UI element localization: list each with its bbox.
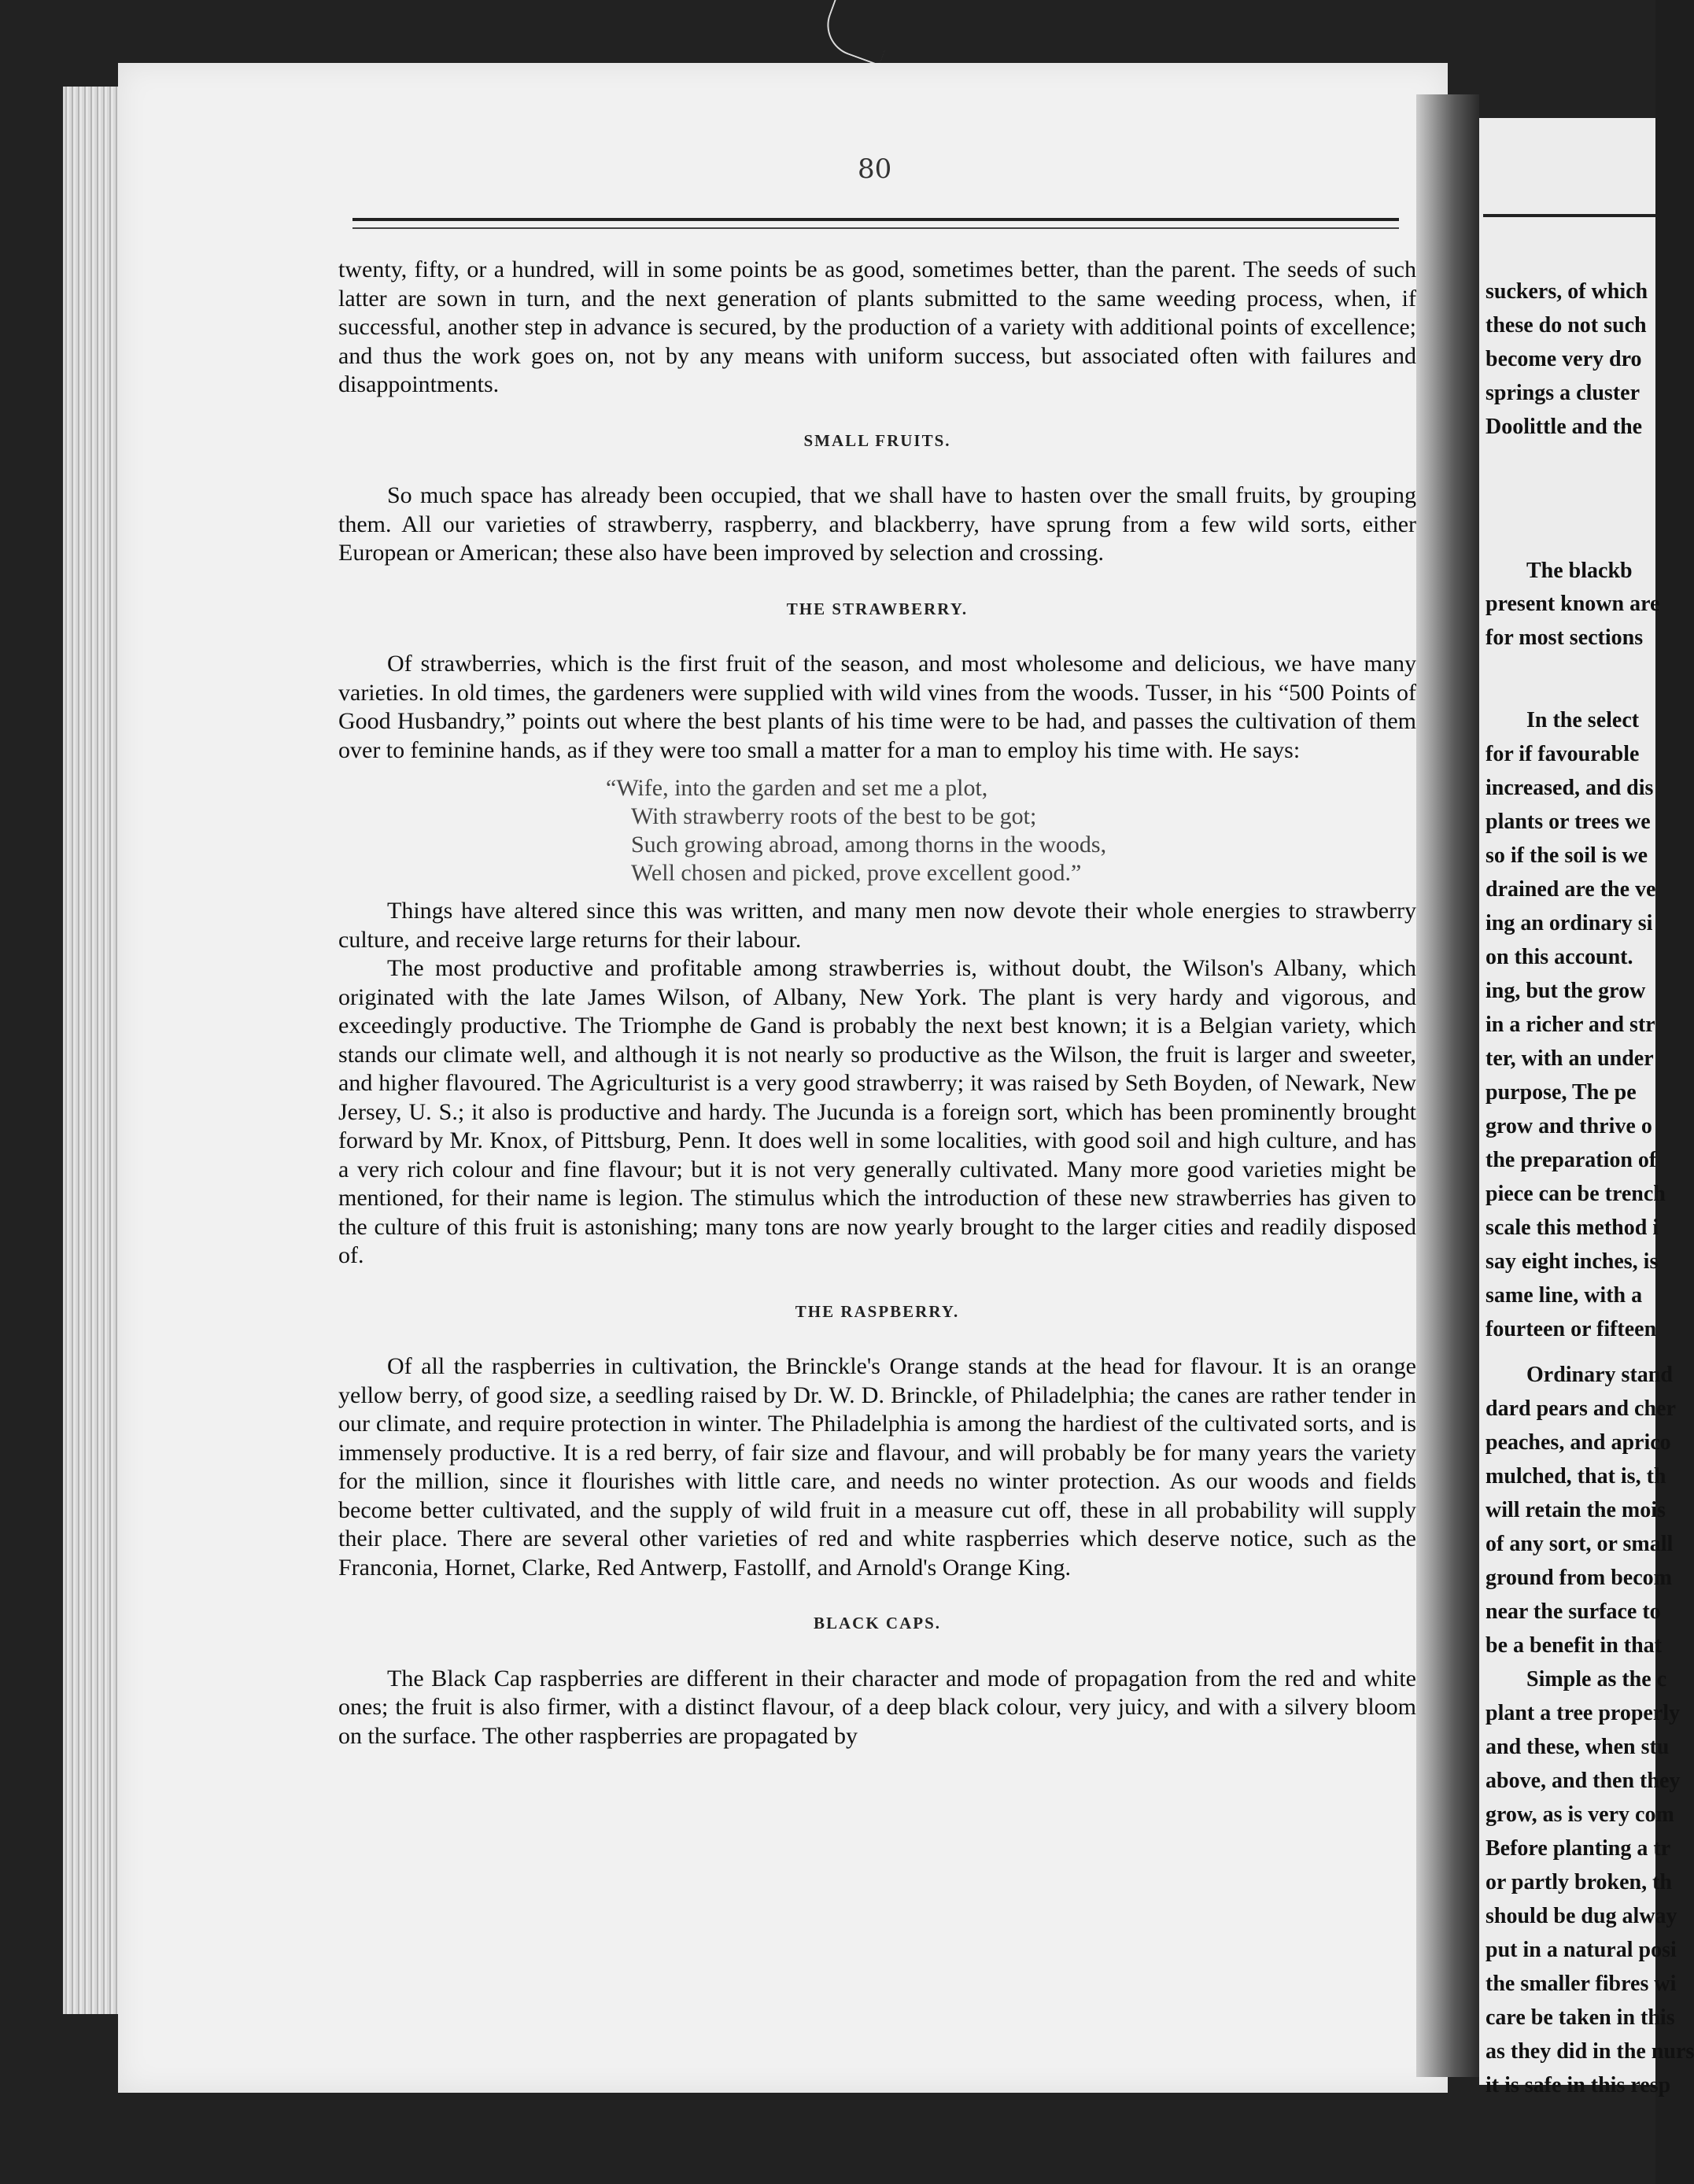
right-page-line: be a benefit in that [1485,1633,1662,1658]
right-page-line: of any sort, or small [1485,1532,1674,1556]
right-page-line: or partly broken, th [1485,1870,1672,1894]
right-page-line: increased, and dis [1485,776,1654,800]
right-page-line: peaches, and aprico [1485,1430,1671,1455]
header-rule [352,218,1399,221]
heading-raspberry: THE RASPBERRY. [795,1301,960,1321]
right-page-line: plant a tree properly [1485,1701,1681,1725]
right-page-line: these do not such [1485,313,1647,338]
right-page-line: suckers, of which [1485,279,1648,304]
paragraph: Of all the raspberries in cultivation, the Brinckle's Orange stands at the head for flavour. It is an orange yellow berry, of good size, a seedling raised by Dr. W. D. Brinckle, of Philadelphia; the canes are rather tender in our climate, and require protection in winter. The Philadelphia is among the hardiest of the cultivated sorts, and is immensely productive. It is a red berry, of fair size and flavour, and will probably be for many years the variety for the million, since it flourishes with little care, and needs no winter protection. As our woods and fields become better cultivated, and the supply of wild fruit in a measure cut off, these in all probability will supply their place. There are several other varieties of red and white raspberries which deserve notice, such as the Franconia, Hornet, Clarke, Red Antwerp, Fastollf, and Arnold's Orange King. [338,1353,1416,1581]
right-page-line: Before planting a tr [1485,1836,1671,1861]
poem-line: “Wife, into the garden and set me a plot, [606,775,988,801]
right-page-line: care be taken in this [1485,2005,1675,2030]
right-page-rule [1483,214,1655,217]
right-page-line: Simple as the c [1526,1667,1667,1691]
right-page-line: so if the soil is we [1485,843,1648,868]
right-page-line: same line, with a [1485,1283,1643,1308]
right-page-line: put in a natural posi [1485,1938,1677,1962]
right-page-line: fourteen or fifteen [1485,1317,1657,1341]
right-page-line: Doolittle and the [1485,415,1643,439]
right-page-line: present known are [1485,592,1660,616]
right-page-line: for most sections [1485,625,1644,650]
right-page-line: and these, when stu [1485,1735,1670,1759]
main-text [338,256,1416,1751]
right-page-line: plants or trees we [1485,810,1651,834]
right-page-line: should be dug alway [1485,1904,1677,1928]
paragraph: So much space has already been occupied, that we shall have to hasten over the small fruits, by grouping them. All our varieties of strawberry, raspberry, and blackberry, have sprung from a few wild sorts, either European or American; these also have been improved by selection and crossing. [338,482,1416,566]
right-page-line: The blackb [1526,559,1633,583]
paragraph: twenty, fifty, or a hundred, will in some points be as good, sometimes better, than the parent. The seeds of such latter are sown in turn, and the next generation of plants submitted to the same weeding process, when, if successful, another step in advance is secured, by the production of a variety with additional points of excellence; and thus the work goes on, not by any means with uniform success, but associated often with failures and disappointments. [338,256,1416,397]
right-page-line: in a richer and str [1485,1013,1655,1037]
right-page-line: it is safe in this resp [1485,2073,1671,2097]
right-page-line: for if favourable [1485,742,1640,766]
right-page-line: the preparation of [1485,1148,1657,1172]
right-page-line: above, and then they [1485,1769,1681,1793]
right-page-line: dard pears and cher [1485,1396,1676,1421]
right-page-line: say eight inches, is [1485,1249,1659,1274]
book-gutter [1416,94,1479,2077]
right-page-line: ter, with an under [1485,1046,1654,1071]
right-page-line: drained are the ve [1485,877,1656,902]
heading-black-caps: BLACK CAPS. [813,1614,942,1632]
paragraph: The Black Cap raspberries are different in their character and mode of propagation from the red and white ones; the fruit is also firmer, with a distinct flavour, of a deep black colour, very juicy, and with a silvery bloom on the surface. The other raspberries are propagated by [338,1665,1416,1749]
right-page-line: grow, as is very com [1485,1802,1674,1827]
paragraph: The most productive and profitable among strawberries is, without doubt, the Wilson's Albany, which originated with the late James Wilson, of Albany, New York. The plant is very hardy and vigorous, and exceedingly productive. The Triomphe de Gand is probably the next best known; it is a Belgian variety, which stands our climate well, and although it is not nearly so productive as the Wilson, the fruit is larger and sweeter, and higher flavoured. The Agriculturist is a very good strawberry; it was raised by Seth Boyden, of Newark, New Jersey, U. S.; it also is productive and hardy. The Jucunda is a foreign sort, which has been prominently brought forward by Mr. Knox, of Pittsburg, Penn. It does well in some localities, with good soil and high culture, and has a very rich colour and fine flavour; but it is not very generally cultivated. Many more good varieties might be mentioned, for their name is legion. The stimulus which the introduction of these new strawberries has given to the culture of this fruit is astonishing; many tons are now yearly brought to the larger cities and readily disposed of. [338,955,1416,1268]
right-page-line: will retain the mois [1485,1498,1666,1522]
poem-line: Such growing abroad, among thorns in the woods, [631,832,1107,858]
right-page-line: become very dro [1485,347,1642,371]
poem-line: With strawberry roots of the best to be got; [631,803,1037,829]
poem-quote [606,774,1416,887]
right-page-line: springs a cluster [1485,381,1640,405]
right-page-line: piece can be trench [1485,1182,1666,1206]
right-page-line: as they did in the nurs [1485,2039,1694,2064]
right-page-line: ing, but the grow [1485,979,1646,1003]
right-page-line: scale this method i [1485,1216,1659,1240]
paragraph: Things have altered since this was written, and many men now devote their whole energies to strawberry culture, and receive large returns for their labour. [338,898,1416,953]
right-page-line: grow and thrive o [1485,1114,1652,1138]
right-page-line: ground from becom [1485,1566,1672,1590]
right-page [1479,118,1694,2097]
paragraph: Of strawberries, which is the first fruit of the season, and most wholesome and delicious, we have many varieties. In old times, the gardeners were supplied with wild vines from the woods. Tusser, in his “500 Points of Good Husbandry,” points out where the best plants of his time were to be had, and passes the cultivation of them over to feminine hands, as if they were too small a matter for a man to employ his time with. He says: [338,651,1416,763]
right-page-line: mulched, that is, th [1485,1464,1666,1489]
right-page-line: the smaller fibres wi [1485,1972,1677,1996]
page-number: 80 [858,153,892,185]
right-page-line: near the surface to [1485,1599,1661,1624]
right-page-line: ing an ordinary si [1485,911,1653,935]
right-page-line: Ordinary stand [1526,1363,1673,1387]
heading-small-fruits: SMALL FRUITS. [803,430,951,450]
header-rule-thin [352,227,1399,229]
right-page-line: purpose, The pe [1485,1080,1637,1105]
right-page-line: on this account. [1485,945,1633,969]
right-page-line: In the select [1526,708,1640,732]
poem-line: Well chosen and picked, prove excellent good.” [631,860,1082,886]
heading-strawberry: THE STRAWBERRY. [786,599,969,618]
